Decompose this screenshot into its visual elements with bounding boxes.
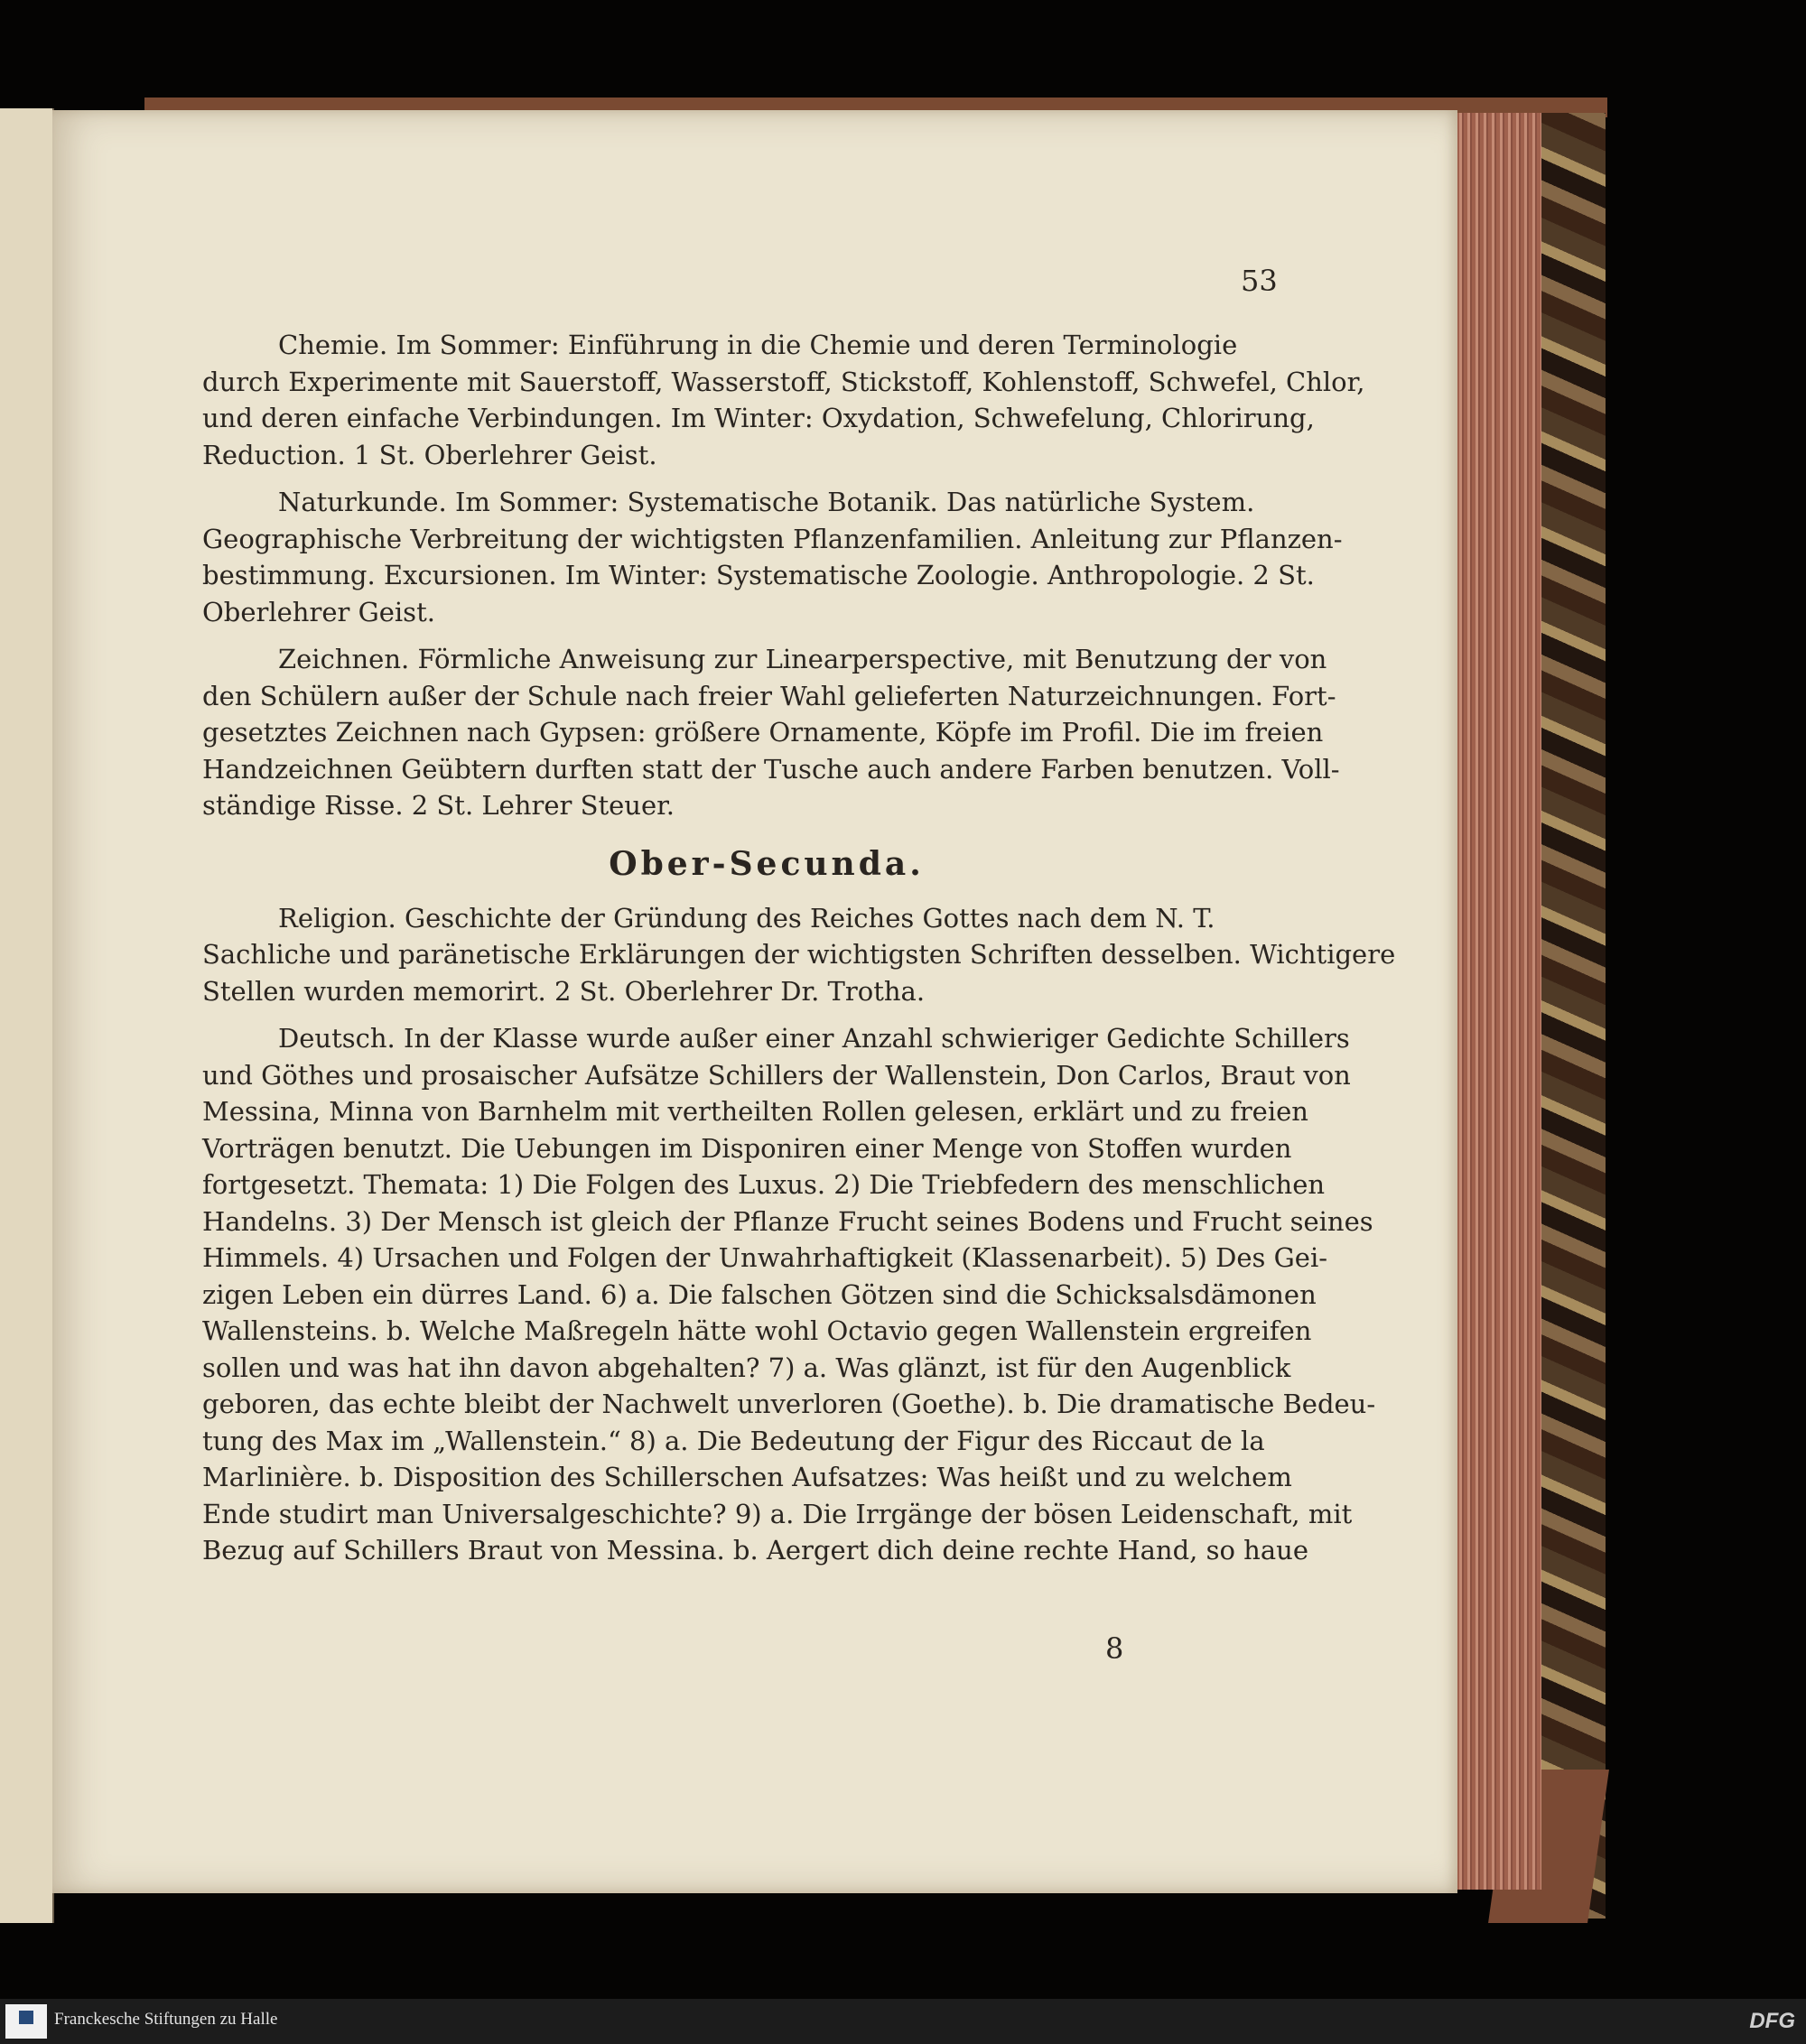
page-number: 53 bbox=[1241, 264, 1278, 298]
dfg-logo-icon: DFG bbox=[1749, 2009, 1795, 2033]
text-line: Marlinière. b. Disposition des Schillerschen Aufsatzes: Was heißt und zu welchem bbox=[202, 1462, 1292, 1492]
text-line: Bezug auf Schillers Braut von Messina. b. Aergert dich deine rechte Hand, so haue bbox=[202, 1535, 1308, 1566]
text-line: Zeichnen. Förmliche Anweisung zur Linearperspective, mit Benutzung der von bbox=[278, 644, 1327, 674]
page-text bbox=[202, 327, 1396, 1580]
text-line: Chemie. Im Sommer: Einführung in die Chemie und deren Terminologie bbox=[278, 330, 1238, 360]
viewer-footer bbox=[0, 1999, 1806, 2044]
book-page bbox=[52, 110, 1457, 1893]
section-heading: Ober-Secunda. bbox=[609, 844, 925, 883]
text-line: Handzeichnen Geübtern durften statt der Tusche auch andere Farben benutzen. Voll- bbox=[202, 753, 1340, 785]
text-line: gesetztes Zeichnen nach Gypsen: größere Ornamente, Köpfe im Profil. Die im freien bbox=[202, 717, 1324, 748]
text-line: fortgesetzt. Themata: 1) Die Folgen des Luxus. 2) Die Triebfedern des menschlichen bbox=[202, 1169, 1326, 1200]
text-line: Vorträgen benutzt. Die Uebungen im Disponiren einer Menge von Stoffen wurden bbox=[202, 1132, 1292, 1164]
facing-page-edge bbox=[0, 108, 54, 1923]
text-line: Religion. Geschichte der Gründung des Reiches Gottes nach dem N. T. bbox=[278, 902, 1215, 934]
text-line: Oberlehrer Geist. bbox=[202, 596, 435, 627]
paragraph-religion bbox=[202, 900, 1396, 1010]
text-line: Messina, Minna von Barnhelm mit vertheilten Rollen gelesen, erklärt und zu freien bbox=[202, 1096, 1308, 1127]
text-line: tung des Max im „Wallenstein.“ 8) a. Die Bedeutung der Figur des Riccaut de la bbox=[202, 1425, 1265, 1456]
paragraph-naturkunde bbox=[202, 484, 1343, 630]
text-line: bestimmung. Excursionen. Im Winter: Systematische Zoologie. Anthropologie. 2 St. bbox=[202, 560, 1315, 590]
paragraph-chemie bbox=[202, 327, 1365, 473]
text-line: und deren einfache Verbindungen. Im Winter: Oxydation, Schwefelung, Chlorirung, bbox=[202, 403, 1315, 433]
text-line: zigen Leben ein dürres Land. 6) a. Die falschen Götzen sind die Schicksalsdämonen bbox=[202, 1278, 1317, 1310]
institution-logo-icon bbox=[5, 2004, 47, 2039]
logo-mark bbox=[19, 2011, 33, 2024]
text-line: geboren, das echte bleibt der Nachwelt unverloren (Goethe). b. Die dramatische Bedeu- bbox=[202, 1389, 1376, 1419]
text-line: den Schülern außer der Schule nach freier Wahl gelieferten Naturzeichnungen. Fort- bbox=[202, 680, 1336, 711]
text-line: Himmels. 4) Ursachen und Folgen der Unwahrhaftigkeit (Klassenarbeit). 5) Des Gei- bbox=[202, 1242, 1328, 1273]
text-line: sollen und was hat ihn davon abgehalten? 7) a. Was glänzt, ist für den Augenblick bbox=[202, 1352, 1291, 1383]
text-line: Sachliche und paränetische Erklärungen der wichtigsten Schriften desselben. Wichtigere bbox=[202, 939, 1396, 970]
text-line: Handelns. 3) Der Mensch ist gleich der Pflanze Frucht seines Bodens und Frucht seines bbox=[202, 1205, 1373, 1237]
text-line: Stellen wurden memorirt. 2 St. Oberlehrer Dr. Trotha. bbox=[202, 975, 926, 1007]
signature-mark: 8 bbox=[1105, 1631, 1124, 1666]
paragraph-deutsch bbox=[202, 1020, 1376, 1569]
page-block-edges bbox=[1456, 113, 1541, 1890]
text-line: Naturkunde. Im Sommer: Systematische Botanik. Das natürliche System. bbox=[278, 487, 1255, 517]
text-line: Geographische Verbreitung der wichtigsten Pflanzenfamilien. Anleitung zur Pflanzen- bbox=[202, 523, 1343, 554]
text-line: Reduction. 1 St. Oberlehrer Geist. bbox=[202, 439, 657, 470]
text-line: Wallensteins. b. Welche Maßregeln hätte wohl Octavio gegen Wallenstein ergreifen bbox=[202, 1315, 1312, 1346]
text-line: durch Experimente mit Sauerstoff, Wasserstoff, Stickstoff, Kohlenstoff, Schwefel, Chlor, bbox=[202, 366, 1365, 397]
text-line: Ende studirt man Universalgeschichte? 9) a. Die Irrgänge der bösen Leidenschaft, mit bbox=[202, 1498, 1353, 1529]
paragraph-zeichnen bbox=[202, 641, 1340, 824]
text-line: ständige Risse. 2 St. Lehrer Steuer. bbox=[202, 790, 675, 821]
institution-name: Franckesche Stiftungen zu Halle bbox=[54, 2010, 278, 2029]
text-line: Deutsch. In der Klasse wurde außer einer Anzahl schwieriger Gedichte Schillers bbox=[278, 1023, 1350, 1054]
text-line: und Göthes und prosaischer Aufsätze Schillers der Wallenstein, Don Carlos, Braut von bbox=[202, 1059, 1351, 1091]
